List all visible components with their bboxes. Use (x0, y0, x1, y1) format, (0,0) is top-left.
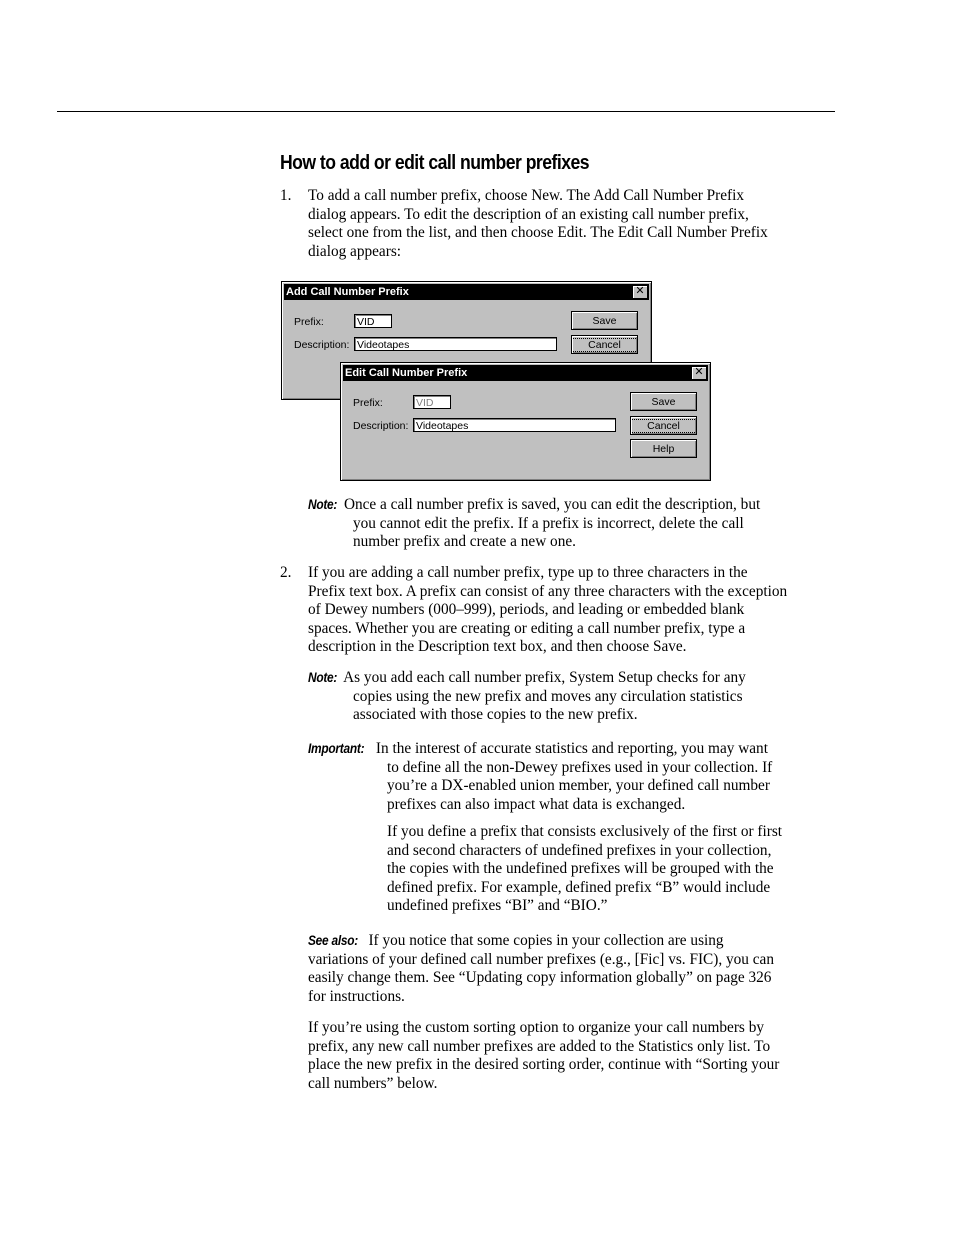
description-input[interactable]: Videotapes (413, 418, 616, 432)
text-line: If you define a prefix that consists exclusively of the first or first (387, 823, 783, 840)
save-button[interactable] (630, 392, 697, 411)
text-line: undefined prefixes “BI” and “BIO.” (387, 897, 608, 915)
important-note (308, 739, 772, 814)
note-2-first-line (308, 668, 746, 688)
see-also-label: See also: (308, 932, 358, 948)
prefix-label: Prefix: (353, 397, 383, 409)
text-line: As you add each call number prefix, System Setup checks for any (343, 669, 746, 686)
cancel-button-label: Cancel (572, 339, 637, 351)
text-line: prefix, any new call number prefixes are added to the Statistics only list. To (308, 1037, 771, 1055)
text-line: you’re a DX-enabled union member, your defined call number (387, 777, 770, 795)
save-button[interactable] (571, 311, 638, 330)
text-line: If you notice that some copies in your collection are using (368, 932, 724, 949)
important-first-line (308, 739, 772, 759)
step-2-text (308, 564, 787, 657)
note-2 (308, 668, 746, 725)
help-button-label: Help (652, 443, 675, 455)
step-2-number: 2. (280, 564, 292, 581)
header-rule (57, 111, 835, 112)
note-label: Note: (308, 669, 338, 685)
closing-paragraph (308, 1019, 779, 1093)
cancel-button[interactable] (571, 335, 638, 354)
save-button-label: Save (592, 315, 617, 327)
text-line: associated with those copies to the new prefix. (353, 706, 638, 724)
text-line: to define all the non-Dewey prefixes used in your collection. If (387, 758, 773, 776)
text-line: place the new prefix in the desired sorting order, continue with “Sorting your (308, 1056, 780, 1074)
text-line: dialog appears: (308, 242, 402, 260)
text-line: of Dewey numbers (000–999), periods, and leading or embedded blank (308, 601, 745, 619)
edit-dialog-title: Edit Call Number Prefix (345, 367, 468, 379)
text-line: If you are adding a call number prefix, type up to three characters in the (308, 564, 748, 581)
text-line: number prefix and create a new one. (353, 533, 576, 551)
add-dialog-title-bar (284, 284, 649, 300)
text-line: description in the Description text box, and then choose Save. (308, 638, 687, 656)
edit-call-number-prefix-dialog (340, 362, 711, 481)
text-line: If you’re using the custom sorting option to organize your call numbers by (308, 1019, 764, 1036)
see-also-note (308, 931, 774, 1006)
text-line: variations of your defined call number prefixes (e.g., [Fic] vs. FIC), you can (308, 950, 774, 968)
important-label: Important: (308, 740, 365, 756)
see-also-first-line (308, 931, 774, 951)
text-line: dialog appears. To edit the description of an existing call number prefix, (308, 205, 749, 223)
text-line: for instructions. (308, 987, 405, 1005)
text-line: spaces. Whether you are creating or editing a call number prefix, type a (308, 619, 746, 637)
prefix-label: Prefix: (294, 316, 324, 328)
edit-dialog-title-bar (343, 365, 708, 381)
note-1-first-line (308, 495, 760, 515)
text-line: the copies with the undefined prefixes will be grouped with the (387, 860, 774, 878)
note-label: Note: (308, 496, 338, 512)
note-1 (308, 495, 760, 552)
text-line: and second characters of undefined prefixes in your collection, (387, 841, 772, 859)
step-1-text (308, 187, 768, 261)
text-line: select one from the list, and then choose Edit. The Edit Call Number Prefix (308, 224, 768, 242)
save-button-label: Save (651, 396, 676, 408)
text-line: you cannot edit the prefix. If a prefix is incorrect, delete the call (353, 514, 744, 532)
text-line: Prefix text box. A prefix can consist of any three characters with the exception (308, 582, 788, 600)
cancel-button[interactable] (630, 416, 697, 435)
add-dialog-title: Add Call Number Prefix (286, 286, 409, 298)
text-line: Once a call number prefix is saved, you can edit the description, but (343, 496, 761, 513)
close-icon[interactable]: ✕ (691, 366, 707, 380)
close-icon[interactable]: ✕ (632, 285, 648, 299)
text-line: call numbers” below. (308, 1074, 438, 1092)
section-heading: How to add or edit call number prefixes (280, 152, 589, 174)
prefix-input[interactable]: VID (354, 314, 392, 328)
text-line: To add a call number prefix, choose New. The Add Call Number Prefix (308, 187, 745, 204)
important-paragraph-2 (387, 823, 782, 916)
description-label: Description: (353, 420, 409, 432)
text-line: prefixes can also impact what data is exchanged. (387, 795, 686, 813)
prefix-input: VID (413, 395, 451, 409)
text-line: defined prefix. For example, defined prefix “B” would include (387, 878, 771, 896)
step-1-number: 1. (280, 187, 292, 204)
description-label: Description: (294, 339, 350, 351)
text-line: copies using the new prefix and moves any circulation statistics (353, 687, 743, 705)
cancel-button-label: Cancel (631, 420, 696, 432)
description-input[interactable]: Videotapes (354, 337, 557, 351)
text-line: In the interest of accurate statistics and reporting, you may want (375, 740, 768, 757)
help-button[interactable] (630, 439, 697, 458)
text-line: easily change them. See “Updating copy information globally” on page 326 (308, 969, 772, 987)
